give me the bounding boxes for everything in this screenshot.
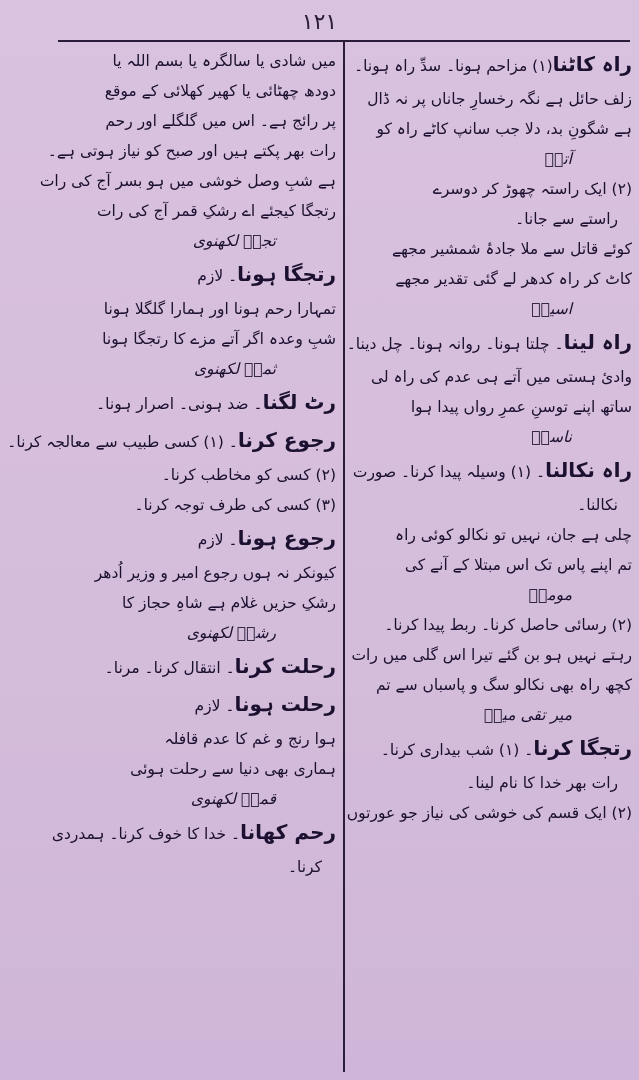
definition: ۔ چلتا ہونا۔ روانہ ہونا۔ چل دینا۔ — [346, 335, 564, 353]
definition-line: دودھ چھٹائی یا کھیر کھلائی کے موقع — [104, 82, 336, 100]
entry-headword-line — [352, 734, 632, 764]
poet-name: مومنؔ — [528, 586, 572, 604]
definition-line: (۲) کسی کو مخاطب کرنا۔ — [161, 466, 336, 484]
definition: (۱) مزاحم ہونا۔ سدِّ راہ ہونا۔ — [354, 57, 553, 75]
headword: راہ لینا — [563, 330, 632, 354]
entry-headword-line — [56, 260, 336, 290]
definition-line: (۲) رسائی حاصل کرنا۔ ربط پیدا کرنا۔ — [384, 616, 632, 634]
definition-line: پر رائج ہے۔ اس میں گلگلے اور رحم — [105, 112, 336, 130]
poet-name: قمرؔ لکھنوی — [190, 790, 276, 808]
definition: ۔ ضد ہونی۔ اصرار ہونا۔ — [96, 395, 263, 413]
page-number: ۱۲۱ — [301, 10, 338, 35]
verse-line: کوئے قاتل سے ملا جادۂ شمشیر مجھے — [392, 240, 632, 258]
verse-line: کاٹ کر راہ کدھر لے گئی تقدیر مجھے — [395, 270, 632, 288]
definition-line: میں شادی یا سالگرہ یا بسم اللہ یا — [112, 52, 336, 70]
verse-line: رتجگا کیجئے اے رشکِ قمر آج کی رات — [96, 202, 336, 220]
definition-line: رات بھر پکتے ہیں اور صبح کو نیاز ہوتی ہے۔ — [47, 142, 336, 160]
headword: رٹ لگنا — [262, 390, 336, 414]
definition: ۔ لازم — [197, 267, 238, 285]
headword: راہ نکالنا — [545, 458, 632, 482]
headword: راہ کاٹنا — [552, 52, 632, 76]
verse-line: تمہارا رحم ہونا اور ہمارا گلگلا ہونا — [103, 300, 336, 318]
verse-line: ہے شگونِ بد، دلا جب سانپ کاٹے راہ کو — [376, 120, 632, 138]
verse-line: ہوا رنج و غم کا عدم قافلہ — [164, 730, 336, 748]
entry-headword-line — [56, 524, 336, 554]
column-divider — [343, 42, 345, 1072]
headword: رجوع ہونا — [237, 526, 336, 550]
verse-line: رشکِ حزیں غلام ہے شاہِ حجاز کا — [122, 594, 336, 612]
definition: ۔ (۱) شب بیداری کرنا۔ — [380, 741, 534, 759]
verse-line: ہماری بھی دنیا سے رحلت ہوئی — [130, 760, 336, 778]
verse-line: ساتھ اپنے توسنِ عمرِ رواں پیدا ہوا — [410, 398, 632, 416]
poet-name: میر تقی میرؔ — [483, 706, 572, 724]
poet-name: رشکؔ لکھنوی — [186, 624, 276, 642]
poet-name: ثمنؔ لکھنوی — [193, 360, 276, 378]
headword: رتجگا کرنا — [533, 736, 632, 760]
definition-line: راستے سے جانا۔ — [515, 210, 618, 228]
entry-headword-line — [56, 690, 336, 720]
definition-line: (۳) کسی کی طرف توجہ کرنا۔ — [134, 496, 336, 514]
headword: رحلت کرنا — [234, 654, 336, 678]
definition-line: نکالنا۔ — [577, 496, 618, 514]
poet-name: آتشؔ — [544, 150, 572, 168]
verse-line: چلی ہے جان، نہیں تو نکالو کوئی راہ — [395, 526, 632, 544]
definition-line: رات بھر خدا کا نام لینا۔ — [466, 774, 618, 792]
poet-name: تجرؔ لکھنوی — [192, 232, 276, 250]
headword: رتجگا ہونا — [237, 262, 336, 286]
definition: ۔ انتقال کرنا۔ مرنا۔ — [104, 659, 235, 677]
right-column — [346, 50, 632, 1068]
left-column — [7, 50, 336, 1068]
entry-headword-line — [51, 818, 336, 848]
entry-headword-line — [56, 388, 336, 418]
poet-name: اسیرؔ — [531, 300, 572, 318]
headword: رحلت ہونا — [234, 692, 336, 716]
entry-headword-line — [346, 328, 632, 358]
definition-line: (۲) ایک قسم کی خوشی کی نیاز جو عورتوں — [346, 804, 632, 822]
verse-line: رہتے نہیں ہو بن گئے تیرا اس گلی میں رات — [351, 646, 632, 664]
definition: ۔ لازم — [197, 531, 238, 549]
definition-line: (۲) ایک راستہ چھوڑ کر دوسرے — [432, 180, 632, 198]
entry-headword-line — [352, 50, 632, 80]
definition: ۔ (۱) کسی طبیب سے معالجہ کرنا۔ — [7, 433, 238, 451]
entry-headword-line — [352, 456, 632, 486]
verse-line: کچھ راہ بھی نکالو سگ و پاسباں سے تم — [375, 676, 632, 694]
definition-line: کرنا۔ — [287, 858, 322, 876]
verse-line: تم اپنے پاس تک اس مبتلا کے آنے کی — [404, 556, 632, 574]
entry-headword-line — [56, 652, 336, 682]
verse-line: زلف حائل ہے نگہ رخسارِ جاناں پر نہ ڈال — [367, 90, 632, 108]
verse-line: ہے شبِ وصل خوشی میں ہو بسر آج کی رات — [39, 172, 336, 190]
headword: رجوع کرنا — [237, 428, 336, 452]
verse-line: وادیٔ ہستی میں آتے ہی عدم کی راہ لی — [370, 368, 632, 386]
verse-line: کیونکر نہ ہوں رجوع امیر و وزیر اُدھر — [94, 564, 336, 582]
entry-headword-line — [7, 426, 336, 456]
verse-line: شبِ وعدہ اگر آتے مزے کا رتجگا ہونا — [102, 330, 336, 348]
poet-name: ناسخؔ — [531, 428, 572, 446]
definition: ۔ لازم — [194, 697, 235, 715]
definition: ۔ خدا کا خوف کرنا۔ ہمدردی — [51, 825, 241, 843]
headword: رحم کھانا — [240, 820, 336, 844]
definition: ۔ (۱) وسیلہ پیدا کرنا۔ صورت — [352, 463, 546, 481]
